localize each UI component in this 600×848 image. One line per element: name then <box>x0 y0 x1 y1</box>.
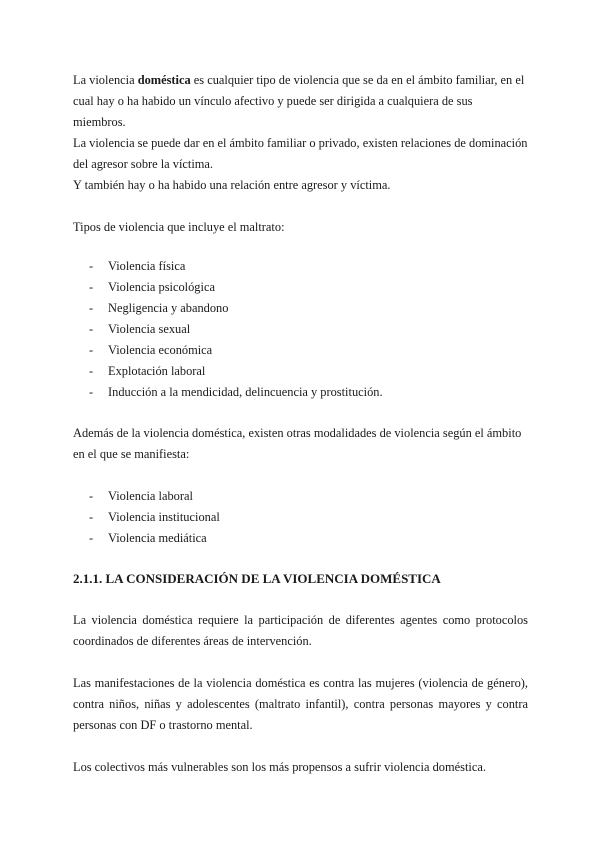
list-bullet: - <box>89 301 94 315</box>
list-item: Violencia sexual <box>108 322 191 336</box>
list-item: Violencia laboral <box>108 489 193 503</box>
definition-bold-term: doméstica <box>137 73 191 87</box>
list-bullet: - <box>89 364 94 378</box>
list-bullet: - <box>89 259 94 273</box>
list-item: Inducción a la mendicidad, delincuencia y prostitución. <box>108 385 383 399</box>
definition-rest: es cualquier tipo de violencia que se da en el ámbito familiar, en el cual hay o ha habido un vínculo afectivo y puede ser dirigida a cualquiera de sus miembros. <box>73 73 525 129</box>
list-bullet: - <box>89 280 94 294</box>
list-item: Violencia institucional <box>108 510 220 524</box>
list-bullet: - <box>89 322 94 336</box>
list-bullet: - <box>89 385 94 399</box>
paragraph-definition <box>73 70 528 133</box>
list-item: Violencia física <box>108 259 186 273</box>
paragraph-manifestations: Las manifestaciones de la violencia doméstica es contra las mujeres (violencia de género), contra niños, niñas y adolescentes (maltrato infantil), contra personas mayores y contra personas con DF o trastorno mental. <box>73 676 528 732</box>
paragraph-agents: La violencia doméstica requiere la participación de diferentes agentes como protocolos coordinados de diferentes áreas de intervención. <box>73 613 528 648</box>
list-item: Negligencia y abandono <box>108 301 229 315</box>
list-bullet: - <box>89 489 94 503</box>
modalities-intro: Además de la violencia doméstica, existen otras modalidades de violencia según el ámbito en el que se manifiesta: <box>73 426 522 461</box>
list-item: Violencia psicológica <box>108 280 215 294</box>
section-heading: 2.1.1. LA CONSIDERACIÓN DE LA VIOLENCIA DOMÉSTICA <box>73 571 441 586</box>
types-intro: Tipos de violencia que incluye el maltrato: <box>73 220 285 234</box>
list-bullet: - <box>89 510 94 524</box>
paragraph-vulnerable: Los colectivos más vulnerables son los más propensos a sufrir violencia doméstica. <box>73 760 486 774</box>
context-line-1: La violencia se puede dar en el ámbito familiar o privado, existen relaciones de dominación del agresor sobre la víctima. <box>73 136 528 171</box>
context-line-2: Y también hay o ha habido una relación entre agresor y víctima. <box>73 178 391 192</box>
definition-start: La violencia <box>73 73 138 87</box>
list-bullet: - <box>89 531 94 545</box>
list-bullet: - <box>89 343 94 357</box>
paragraph-context <box>73 133 528 196</box>
list-item: Violencia mediática <box>108 531 207 545</box>
list-item: Explotación laboral <box>108 364 206 378</box>
list-item: Violencia económica <box>108 343 213 357</box>
